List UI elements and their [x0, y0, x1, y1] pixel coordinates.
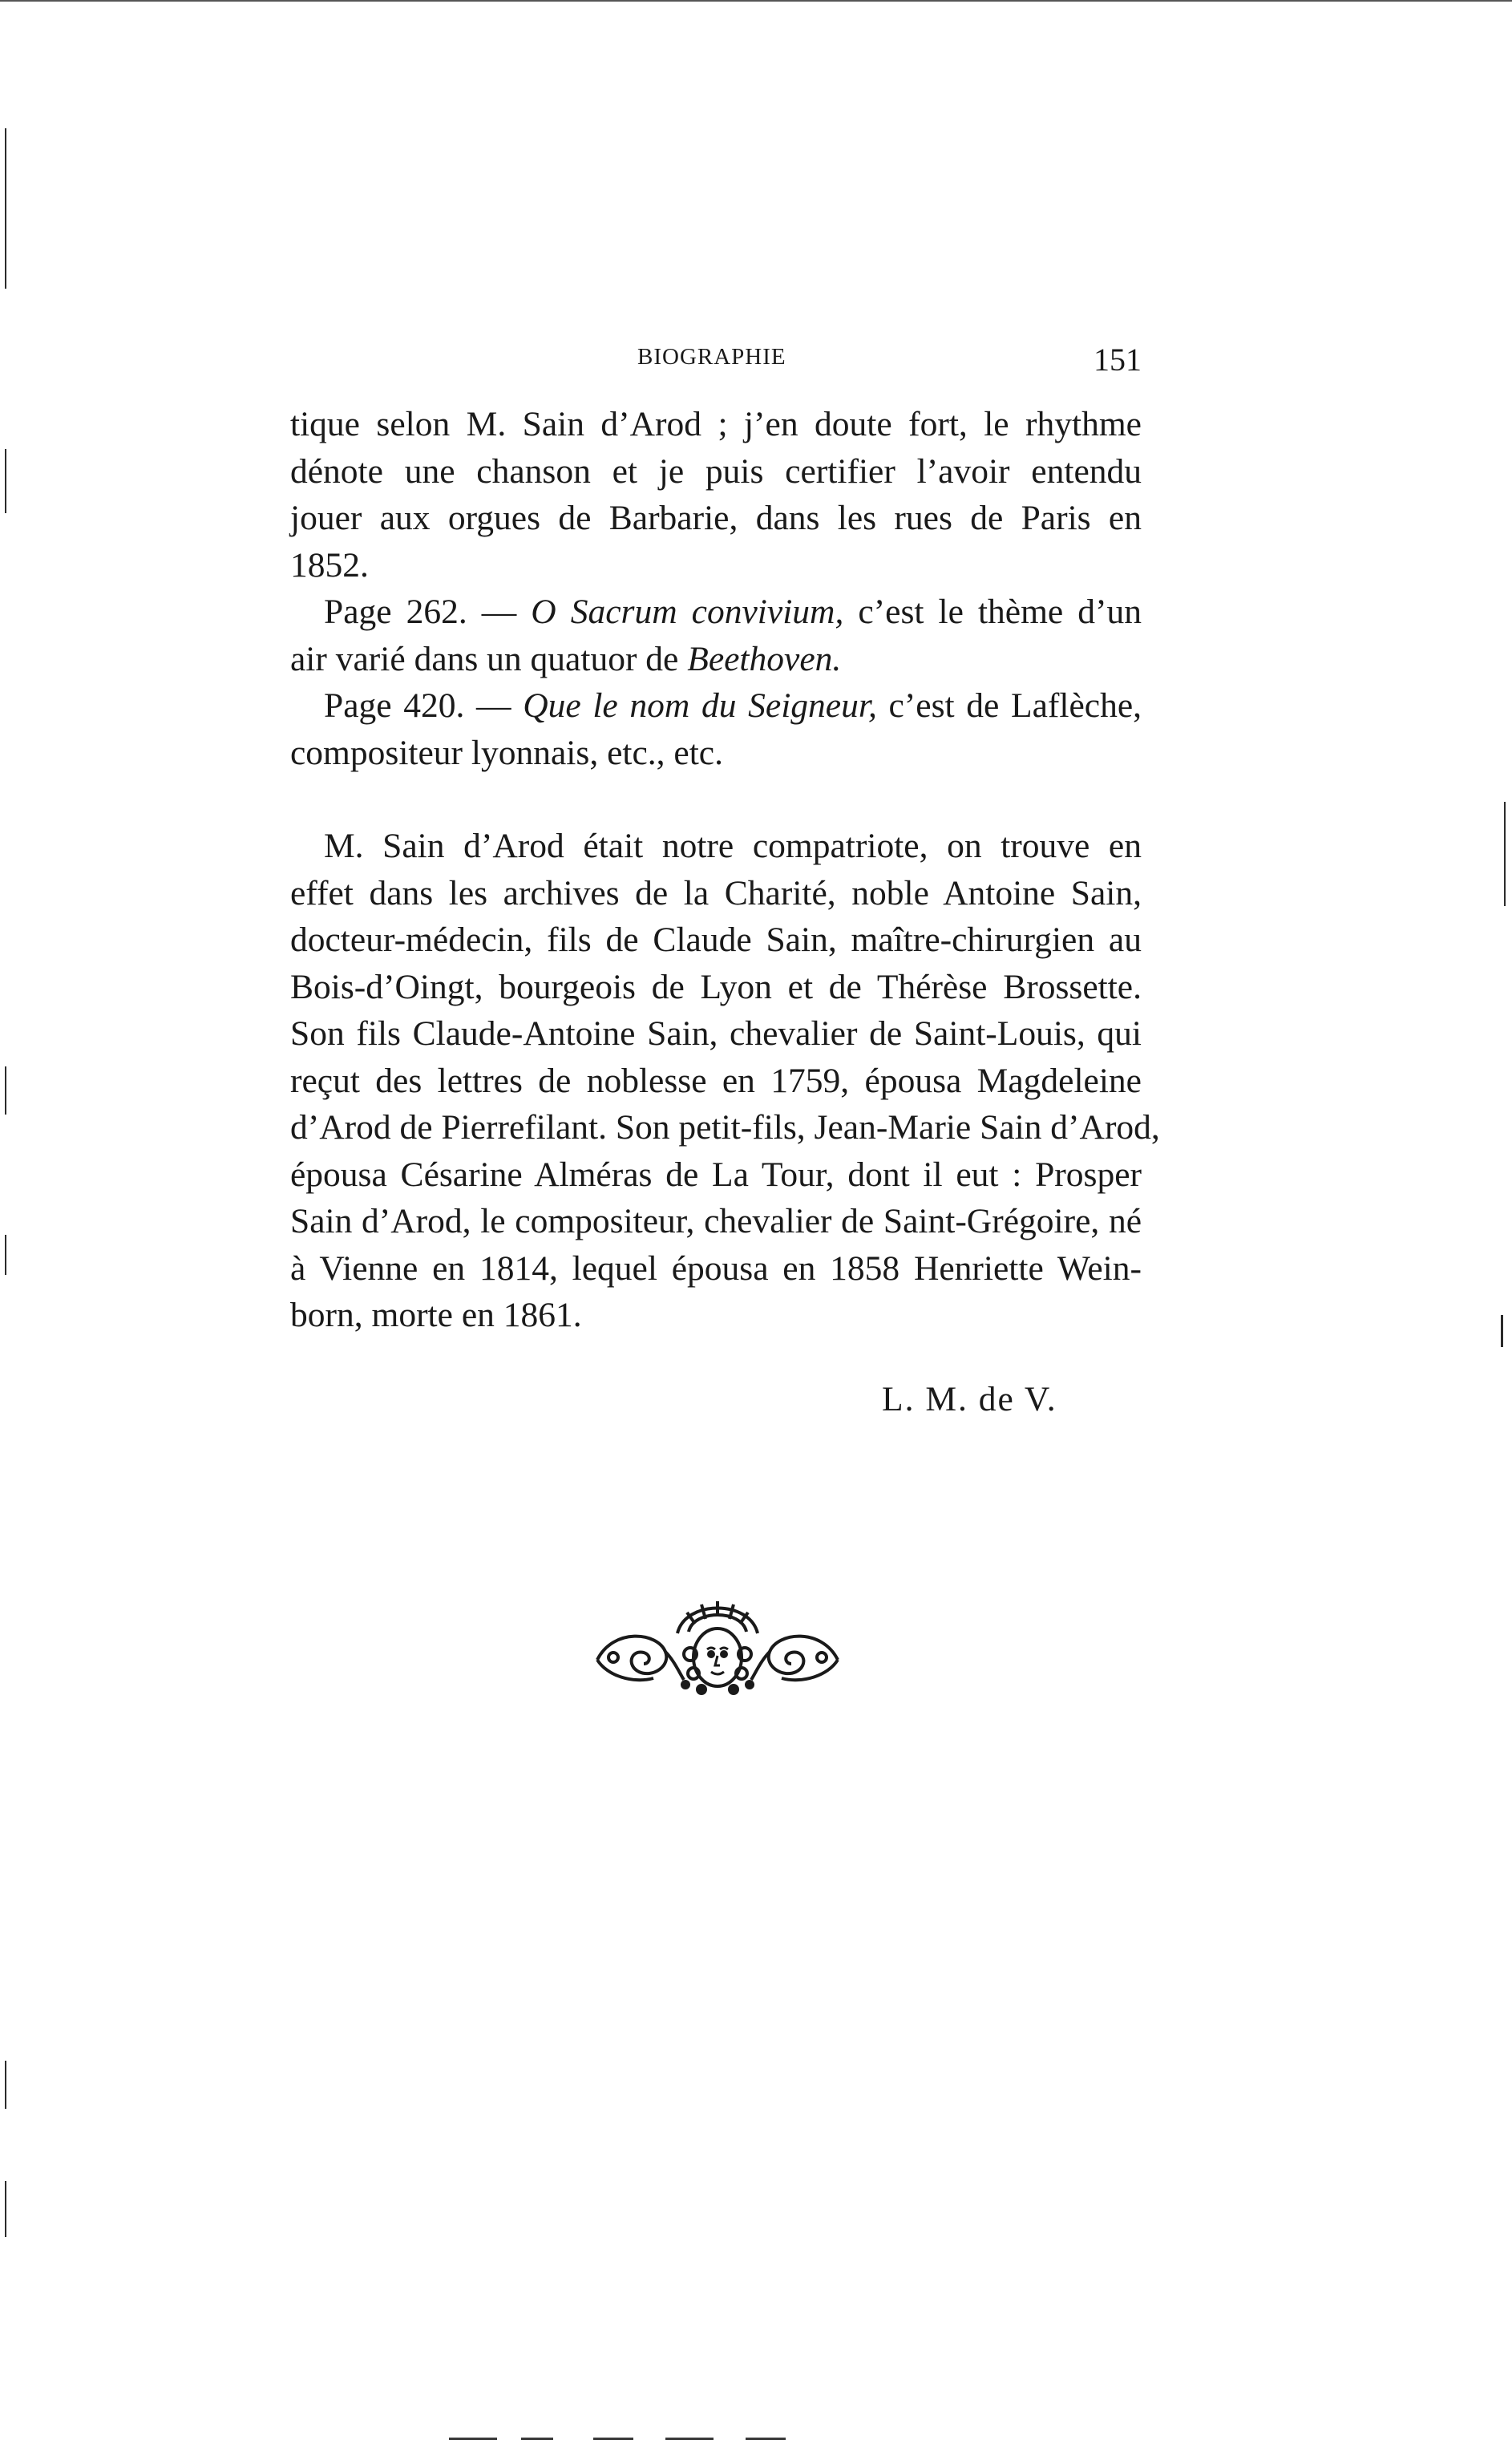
paragraph — [290, 401, 1142, 589]
paragraph — [290, 682, 1142, 776]
text-line — [290, 636, 1142, 683]
scan-edge-left — [5, 1066, 6, 1115]
scan-footer-mark — [593, 2438, 633, 2440]
text-run: air varié dans un quatuor de — [290, 639, 688, 678]
text-line: Bois-d’Oingt, bourgeois de Lyon et de Thérèse Brossette. — [290, 967, 1142, 1006]
text-line: docteur-médecin, fils de Claude Sain, maître-chirurgien au — [290, 920, 1142, 959]
text-line — [290, 682, 1142, 730]
scan-edge-left — [5, 1235, 6, 1275]
text-line: effet dans les archives de la Charité, noble Antoine Sain, — [290, 873, 1142, 912]
text-line: M. Sain d’Arod était notre compatriote, on trouve en — [324, 827, 1142, 865]
scan-edge-left — [5, 2061, 6, 2109]
page-number: 151 — [1094, 342, 1142, 378]
scan-edge-right — [1504, 802, 1506, 906]
text-run: c’est de Laflèche, — [876, 686, 1142, 725]
scan-footer-mark — [746, 2438, 786, 2440]
text-line: d’Arod de Pierrefilant. Son petit-fils, Jean-Marie Sain d’Arod, — [290, 1108, 1160, 1147]
text-line: Son fils Claude-Antoine Sain, chevalier de Saint-Louis, qui — [290, 1014, 1142, 1053]
text-line: épousa Césarine Alméras de La Tour, dont il eut : Prosper — [290, 1155, 1142, 1194]
name-italic: Beethoven. — [687, 639, 842, 678]
author-signature: L. M. de V. — [882, 1380, 1057, 1418]
scan-footer-mark — [665, 2438, 714, 2440]
text-line: Sain d’Arod, le compositeur, chevalier de Saint-Grégoire, né — [290, 1202, 1142, 1240]
text-line: tique selon M. Sain d’Arod ; j’en doute fort, le rhythme — [290, 405, 1142, 443]
text-line: dénote une chanson et je puis certifier l’avoir entendu — [290, 451, 1142, 491]
text-line: jouer aux orgues de Barbarie, dans les rues de Paris en — [290, 499, 1142, 537]
running-head: BIOGRAPHIE — [637, 344, 786, 370]
scan-edge-left — [5, 449, 6, 513]
mascaron-scroll-ornament-icon — [589, 1584, 846, 1700]
title-italic: Que le nom du Seigneur, — [523, 686, 877, 725]
text-run: Page 262. — — [324, 593, 532, 631]
text-line: à Vienne en 1814, lequel épousa en 1858 Henriette Wein- — [290, 1248, 1142, 1288]
body-text — [290, 401, 1160, 1339]
scan-edge-top — [0, 0, 1512, 2]
text-run: c’est le thème d’un — [843, 593, 1142, 631]
title-italic: O Sacrum convivium, — [531, 593, 844, 631]
scan-footer-mark — [521, 2438, 553, 2440]
scan-edge-right — [1501, 1315, 1503, 1347]
text-line: born, morte en 1861. — [290, 1296, 582, 1334]
paragraph — [290, 589, 1142, 682]
scan-edge-left — [5, 2181, 6, 2237]
scan-edge-left — [5, 128, 6, 289]
text-line: reçut des lettres de noblesse en 1759, épousa Magdeleine — [290, 1061, 1142, 1100]
scan-footer-mark — [449, 2438, 497, 2440]
text-line: 1852. — [290, 545, 369, 585]
page-header — [290, 341, 1142, 389]
text-line — [290, 589, 1142, 636]
paragraph — [290, 823, 1160, 1339]
text-line: compositeur lyonnais, etc., etc. — [290, 733, 723, 772]
text-run: Page 420. — — [324, 686, 524, 725]
